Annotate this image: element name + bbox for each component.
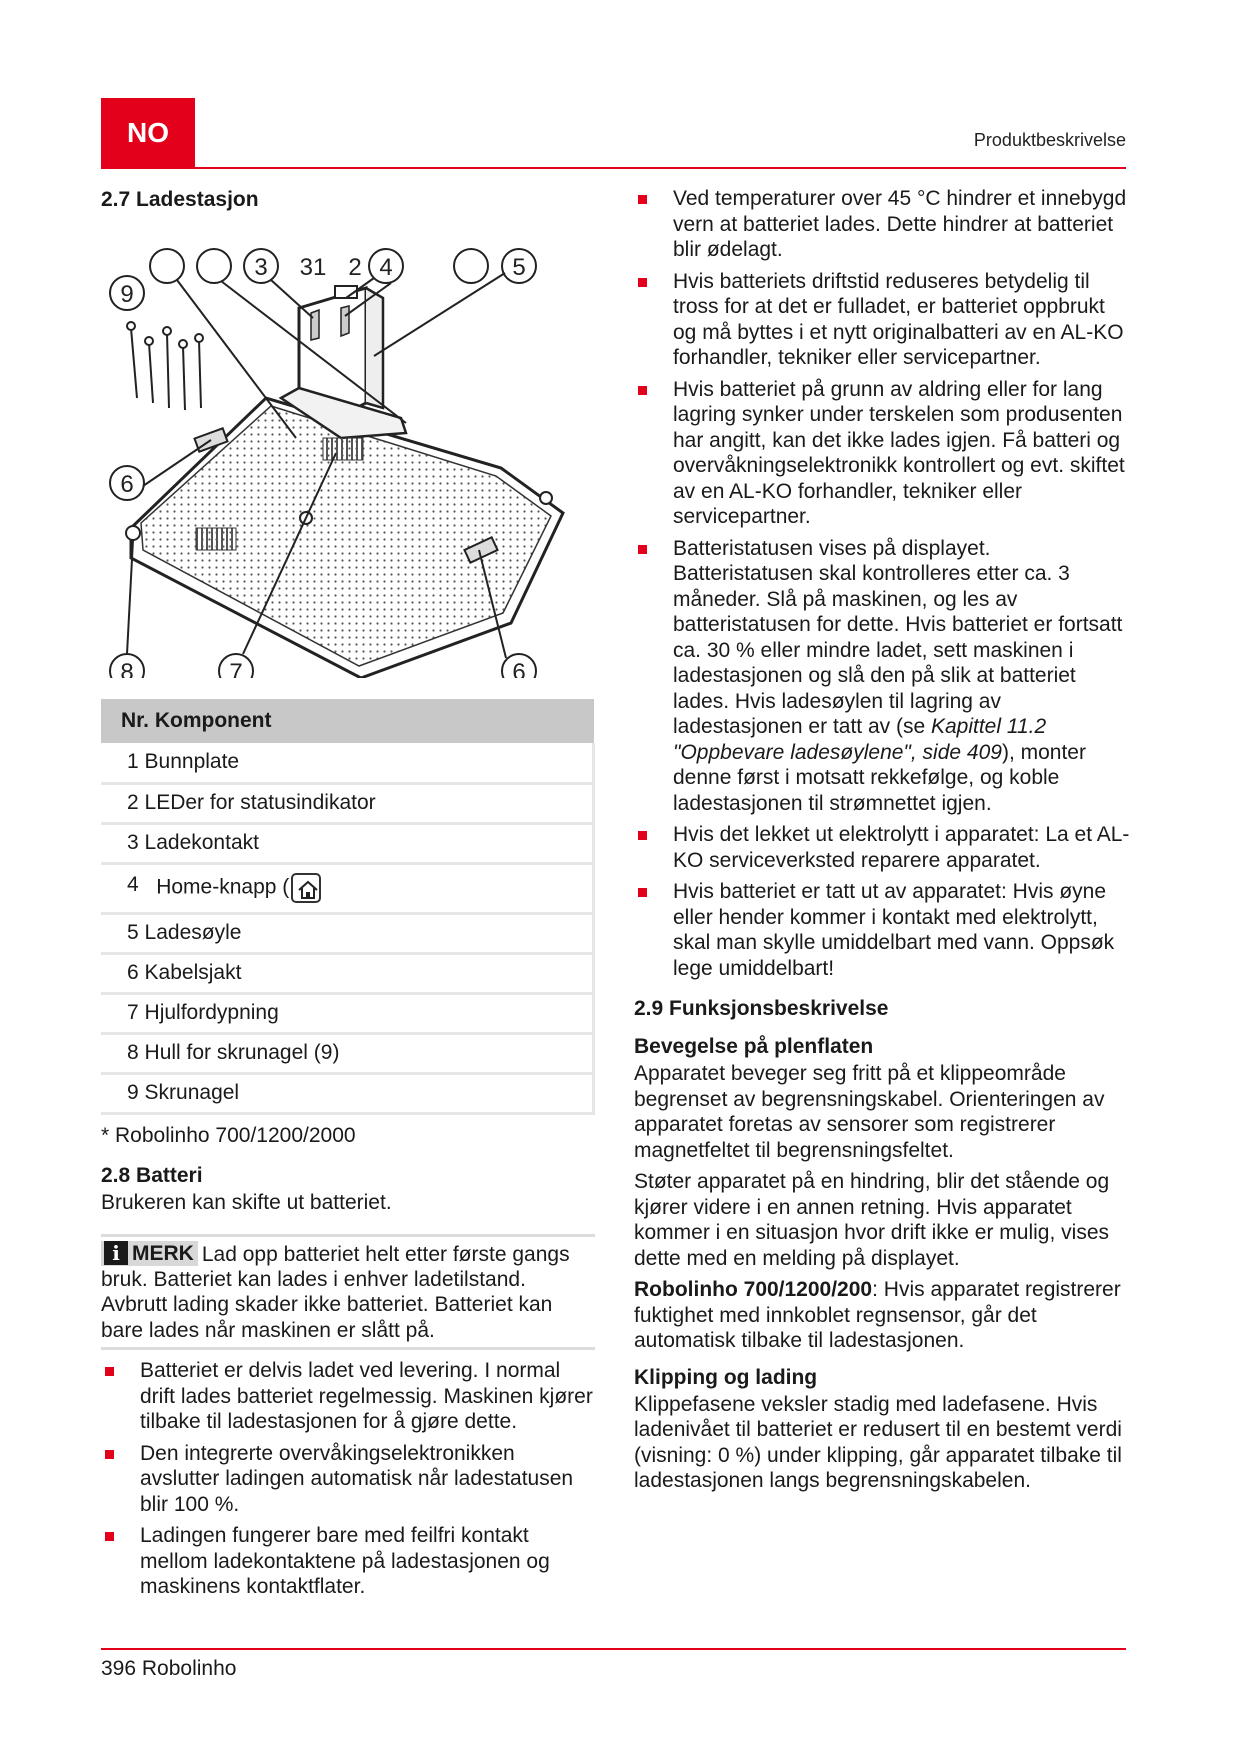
list-item: Batteriet er delvis ladet ved levering. I normal drift lades batteriet regelmessig. Maskinen kjører tilbake til ladestasjonen for å gjøre dette. bbox=[101, 1358, 595, 1435]
callout-6a: 6 bbox=[120, 471, 134, 498]
table-row: 4 Home-knapp ( bbox=[101, 863, 594, 913]
chapter-reference[interactable]: Kapittel 11.2 "Oppbevare ladesøylene", side 409 bbox=[673, 715, 1047, 764]
callout-6b: 6 bbox=[512, 659, 526, 678]
table-row: 9 Skrunagel bbox=[101, 1073, 594, 1113]
section-2-8-title: 2.8 Batteri bbox=[101, 1164, 203, 1187]
list-item: Hvis batteriets driftstid reduseres betydelig til tross for at det er fulladet, er batteriet oppbrukt og må byttes i et nytt originalbatteri av en AL-KO forhandler, tekniker eller servicepartner. bbox=[634, 269, 1130, 371]
right-column bbox=[634, 186, 1130, 1494]
table-row: 8 Hull for skrunagel (9) bbox=[101, 1033, 594, 1073]
component-table bbox=[101, 699, 595, 1115]
callout-3: 3 bbox=[254, 254, 268, 281]
note-badge: i MERK bbox=[101, 1241, 198, 1267]
home-icon bbox=[291, 873, 321, 903]
paragraph: Støter apparatet på en hindring, blir det stående og kjører videre i en annen retning. Hvis apparatet kommer i en situasjon hvor drift ikke er mulig, vises dette med en melding på displayet. bbox=[634, 1170, 1110, 1270]
note-box bbox=[101, 1234, 595, 1351]
callout-4: 4 bbox=[379, 254, 393, 281]
page-footer: 396 Robolinho bbox=[101, 1657, 237, 1680]
table-footnote: * Robolinho 700/1200/2000 bbox=[101, 1123, 356, 1147]
note-text: Lad opp batteriet helt etter første gangs bruk. Batteriet kan lades i enhver ladetilstand. Avbrutt lading skader ikke batteriet. Batteriet kan bare lades når maskinen er slått på. bbox=[101, 1242, 570, 1342]
section-header: Produktbeskrivelse bbox=[973, 130, 1126, 150]
subheading-mowing-charging: Klipping og lading bbox=[634, 1365, 818, 1389]
list-item: Batteristatusen vises på displayet. Batteristatusen skal kontrolleres etter ca. 3 måneder. Slå på maskinen, og les av batteristatusen for dette. Hvis batteriet er fortsatt ca. 30 % eller mindre ladet, sett maskinen i ladestasjonen og slå den på slik at batteriet lades. Hvis ladesøylen til lagring av ladestasjonen er tatt av (se Kapittel 11.2 "Oppbevare ladesøylene", side 409), monter denne først i motsatt rekkefølge, og koble ladestasjonen til strømnettet igjen. bbox=[634, 536, 1130, 817]
paragraph: Apparatet beveger seg fritt på et klippeområde begrenset av begrensningskabel. Orienteringen av apparatet foretas av sensorer som registrerer magnetfeltet til begrensningsfeltet. bbox=[634, 1062, 1105, 1162]
section-2-7-title: 2.7 Ladestasjon bbox=[101, 188, 259, 211]
callout-31: 31 bbox=[299, 254, 327, 281]
callout-9: 9 bbox=[120, 281, 134, 308]
list-item: Hvis batteriet er tatt ut av apparatet: Hvis øyne eller hender kommer i kontakt med elektrolytt, skal man skylle umiddelbart med vann. Oppsøk lege umiddelbart! bbox=[634, 879, 1130, 981]
callout-5: 5 bbox=[512, 254, 526, 281]
table-row: 3 Ladekontakt bbox=[101, 823, 594, 863]
section-2-9-title: 2.9 Funksjonsbeskrivelse bbox=[634, 997, 889, 1020]
callout-2: 2 bbox=[348, 254, 362, 281]
language-tab: NO bbox=[101, 98, 195, 168]
left-column bbox=[101, 186, 595, 1606]
info-icon: i bbox=[104, 1241, 128, 1265]
battery-bullets-continued bbox=[634, 186, 1130, 981]
list-item: Ladingen fungerer bare med feilfri kontakt mellom ladekontaktene på ladestasjonen og maskinens kontaktflater. bbox=[101, 1523, 595, 1600]
callout-7: 7 bbox=[229, 659, 243, 678]
charging-station-figure bbox=[101, 228, 595, 678]
list-item: Den integrerte overvåkingselektronikken avslutter ladingen automatisk når ladestatusen blir 100 %. bbox=[101, 1441, 595, 1518]
table-header: Nr. Komponent bbox=[101, 699, 594, 743]
list-item: Hvis batteriet på grunn av aldring eller for lang lagring synker under terskelen som produsenten har angitt, kan det ikke lades igjen. Få batteri og overvåkningselektronikk kontrollert og evt. skiftet av en AL-KO forhandler, tekniker eller servicepartner. bbox=[634, 377, 1130, 530]
footer-rule bbox=[101, 1648, 1126, 1650]
list-item: Ved temperaturer over 45 °C hindrer et innebygd vern at batteriet lades. Dette hindrer at batteriet blir ødelagt. bbox=[634, 186, 1130, 263]
list-item: Hvis det lekket ut elektrolytt i apparatet: La et AL-KO serviceverksted reparere apparatet. bbox=[634, 822, 1130, 873]
battery-bullets bbox=[101, 1358, 595, 1600]
subheading-movement: Bevegelse på plenflaten bbox=[634, 1035, 874, 1058]
header-rule bbox=[101, 167, 1126, 169]
table-row: 7 Hjulfordypning bbox=[101, 993, 594, 1033]
paragraph: Klippefasene veksler stadig med ladefasene. Hvis ladenivået til batteriet er redusert til en bestemt verdi (visning: 0 %) under klipping, går apparatet tilbake til ladestasjonen langs begrensningskabelen. bbox=[634, 1392, 1122, 1492]
paragraph: Robolinho 700/1200/200: Hvis apparatet registrerer fuktighet med innkoblet regnsensor, går det automatisk tilbake til ladestasjonen. bbox=[634, 1278, 1121, 1352]
table-row: 2 LEDer for statusindikator bbox=[101, 783, 594, 823]
battery-intro: Brukeren kan skifte ut batteriet. bbox=[101, 1191, 392, 1214]
table-row: 1 Bunnplate bbox=[101, 743, 594, 783]
table-row: 6 Kabelsjakt bbox=[101, 953, 594, 993]
callout-8: 8 bbox=[120, 659, 134, 678]
table-row: 5 Ladesøyle bbox=[101, 913, 594, 953]
